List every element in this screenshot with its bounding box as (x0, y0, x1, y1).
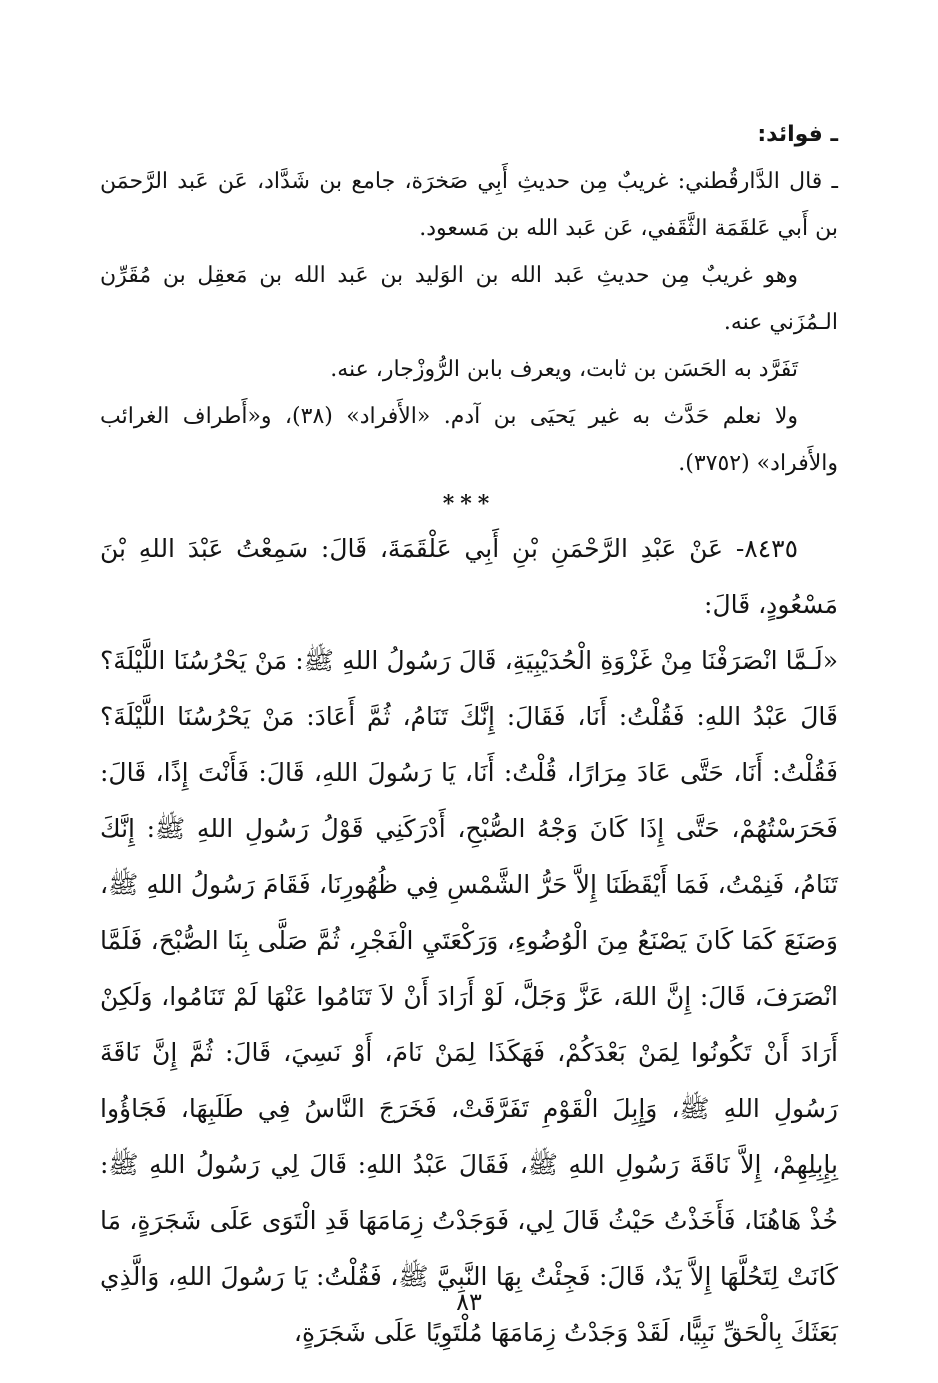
benefits-notes (100, 158, 838, 487)
page-content (100, 112, 838, 1352)
hadith-text: «لَـمَّا انْصَرَفْنَا مِنْ غَزْوَةِ الْحُدَيْبِيَةِ، قَالَ رَسُولُ اللهِ ﷺ: مَنْ يَحْرُسُنَا اللَّيْلَةَ؟ قَالَ عَبْدُ اللهِ: فَقُلْتُ: أَنَا، فَقَالَ: إِنَّكَ تَنَامُ، ثُمَّ أَعَادَ: مَنْ يَحْرُسُنَا اللَّيْلَةَ؟ فَقُلْتُ: أَنَا، حَتَّى عَادَ مِرَارًا، قُلْتُ: أَنَا، يَا رَسُولَ اللهِ، قَالَ: فَأَنْتَ إِذًا، قَالَ: فَحَرَسْتُهُمْ، حَتَّى إِذَا كَانَ وَجْهُ الصُّبْحِ، أَدْرَكَنِي قَوْلُ رَسُولِ اللهِ ﷺ: إِنَّكَ تَنَامُ، فَنِمْتُ، فَمَا أَيْقَظَنَا إِلاَّ حَرُّ الشَّمْسِ فِي ظُهُورِنَا، فَقَامَ رَسُولُ اللهِ ﷺ، وَصَنَعَ كَمَا كَانَ يَصْنَعُ مِنَ الْوُضُوءِ، وَرَكْعَتَيِ الْفَجْرِ، ثُمَّ صَلَّى بِنَا الصُّبْحَ، فَلَمَّا انْصَرَفَ، قَالَ: إِنَّ اللهَ، عَزَّ وَجَلَّ، لَوْ أَرَادَ أَنْ لاَ تَنَامُوا عَنْهَا لَمْ تَنَامُوا، وَلَكِنْ أَرَادَ أَنْ تَكُونُوا لِمَنْ بَعْدَكُمْ، فَهَكَذَا لِمَنْ نَامَ، أَوْ نَسِيَ، قَالَ: ثُمَّ إِنَّ نَاقَةَ رَسُولِ اللهِ ﷺ، وَإِبِلَ الْقَوْمِ تَفَرَّقَتْ، فَخَرَجَ النَّاسُ فِي طَلَبِهَا، فَجَاؤُوا بِإِبِلِهِمْ، إِلاَّ نَاقَةَ رَسُولِ اللهِ ﷺ، فَقَالَ عَبْدُ اللهِ: قَالَ لِي رَسُولُ اللهِ ﷺ: خُذْ هَاهُنَا، فَأَخَذْتُ حَيْثُ قَالَ لِي، فَوَجَدْتُ زِمَامَهَا قَدِ الْتَوَى عَلَى شَجَرَةٍ، مَا كَانَتْ لِتَحُلَّهَا إِلاَّ يَدٌ، قَالَ: فَجِئْتُ بِهَا النَّبِيَّ ﷺ، فَقُلْتُ: يَا رَسُولَ اللهِ، وَالَّذِي بَعَثَكَ بِالْحَقِّ نَبِيًّا، لَقَدْ وَجَدْتُ زِمَامَهَا مُلْتَوِيًا عَلَى شَجَرَةٍ، (100, 646, 838, 1347)
hadith-intro: ٨٤٣٥- عَنْ عَبْدِ الرَّحْمَنِ بْنِ أَبِي عَلْقَمَةَ، قَالَ: سَمِعْتُ عَبْدَ اللهِ بْنَ مَسْعُودٍ، قَالَ: (100, 534, 838, 619)
benefits-heading: ـ فوائد: (757, 122, 838, 147)
section-separator: *** (442, 491, 496, 517)
note-paragraph: وهو غريبٌ مِن حديثِ عَبد الله بن الوَليد بن عَبد الله بن مَعقِل بن مُقَرِّن الـمُزَني عنه. (100, 263, 838, 335)
note-paragraph: ـ قال الدَّارقُطني: غريبٌ مِن حديثِ أَبِي صَخرَة، جامع بن شَدَّاد، عَن عَبد الرَّحمَن بن أَبي عَلقَمَة الثَّقَفي، عَن عَبد الله بن مَسعود. (100, 169, 838, 241)
hadith-block (100, 521, 838, 1361)
note-paragraph: ولا نعلم حَدَّث به غير يَحيَى بن آدم. «الأَفراد» (٣٨)، و«أَطراف الغرائب والأَفراد» (٣٧٥٢). (100, 404, 838, 476)
note-paragraph: تَفَرَّد به الحَسَن بن ثابت، ويعرف بابن الرُّوزْجار، عنه. (330, 357, 798, 382)
page-number: ٨٣ (456, 1288, 482, 1316)
